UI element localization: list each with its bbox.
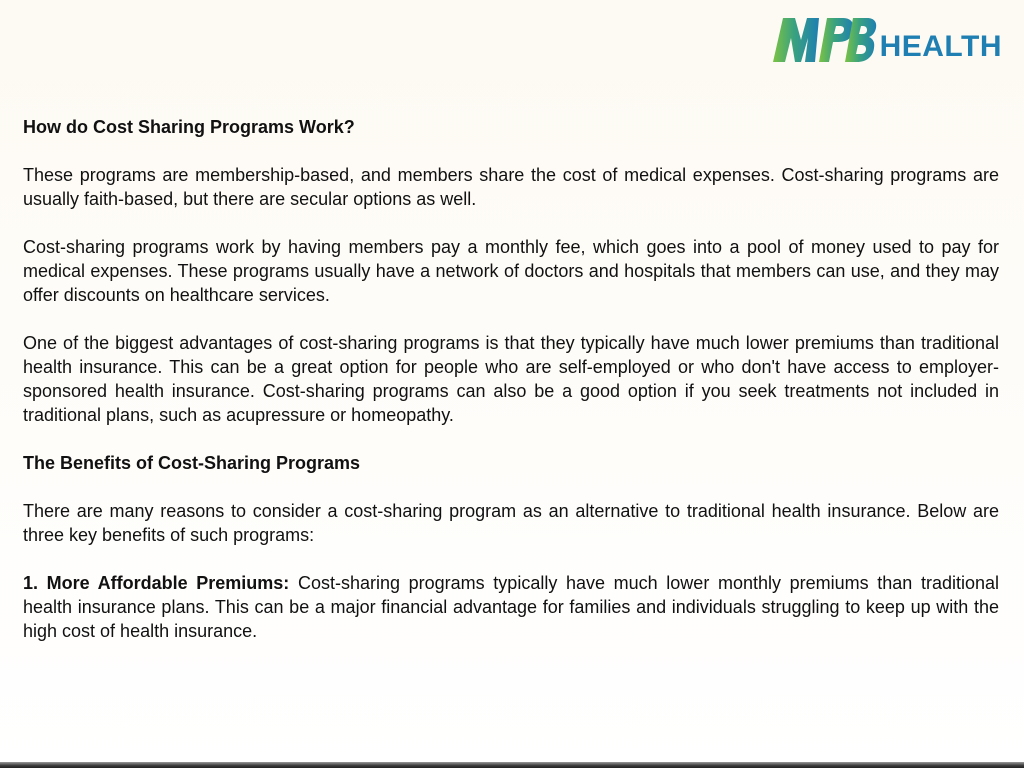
bottom-divider [0, 762, 1024, 768]
benefit-item [23, 571, 999, 643]
paragraph: Cost-sharing programs work by having members pay a monthly fee, which goes into a pool of money used to pay for medical expenses. These programs usually have a network of doctors and hospitals that members can use, and they may offer discounts on healthcare services. [23, 237, 999, 305]
section-heading-how-it-works: How do Cost Sharing Programs Work? [23, 117, 355, 137]
benefit-label: 1. More Affordable Premiums: [23, 573, 290, 593]
article-body [23, 115, 999, 667]
paragraph: These programs are membership-based, and members share the cost of medical expenses. Cost-sharing programs are usually faith-based, but there are secular options as well. [23, 165, 999, 209]
benefit-text: Cost-sharing programs typically have much lower monthly premiums than traditional health insurance plans. This can be a major financial advantage for families and individuals struggling to keep up with the high cost of health insurance. [23, 573, 999, 641]
paragraph: One of the biggest advantages of cost-sharing programs is that they typically have much lower premiums than traditional health insurance. This can be a great option for people who are self-employed or who don't have access to employer-sponsored health insurance. Cost-sharing programs can also be a good option if you seek treatments not included in traditional plans, such as acupressure or homeopathy. [23, 333, 999, 425]
paragraph: There are many reasons to consider a cost-sharing program as an alternative to traditional health insurance. Below are three key benefits of such programs: [23, 501, 999, 545]
section-heading-benefits: The Benefits of Cost-Sharing Programs [23, 453, 361, 473]
logo-wordmark: HEALTH [879, 30, 1002, 63]
brand-logo [771, 14, 1002, 64]
mpb-monogram-icon [771, 14, 879, 64]
